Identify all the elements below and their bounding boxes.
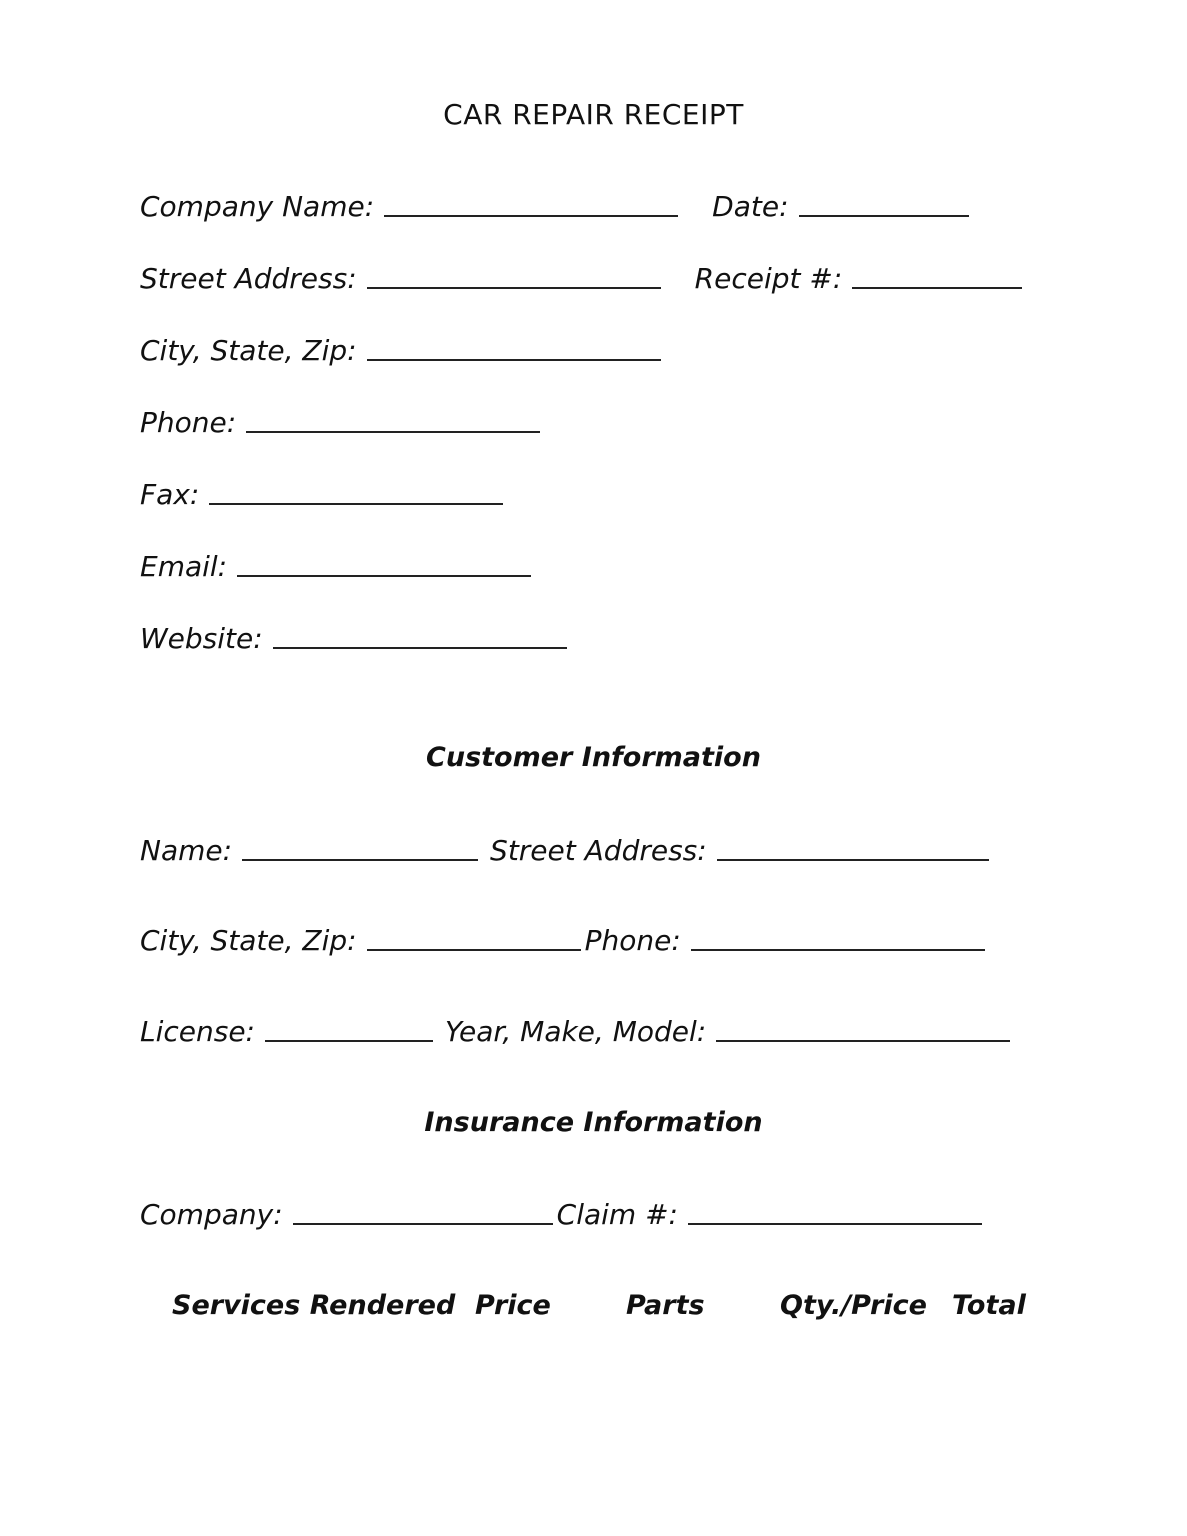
insurance-company-input[interactable] <box>293 1222 553 1225</box>
customer-name-input[interactable] <box>242 858 478 861</box>
customer-year-make-model-input[interactable] <box>716 1039 1010 1042</box>
company-name-field <box>140 190 678 223</box>
date-input[interactable] <box>799 214 969 217</box>
column-header-qty-price: Qty./Price <box>780 1290 927 1321</box>
company-phone-label: Phone: <box>140 406 237 439</box>
customer-year-make-model-field <box>445 1015 1010 1048</box>
company-email-label: Email: <box>140 550 228 583</box>
company-website-input[interactable] <box>273 646 567 649</box>
street-address-receipt-row <box>140 262 1022 295</box>
company-fax-input[interactable] <box>209 502 503 505</box>
company-website-field <box>140 622 567 655</box>
insurance-claim-field <box>557 1198 982 1231</box>
customer-phone-field <box>585 924 985 957</box>
insurance-information-heading: Insurance Information <box>424 1107 763 1138</box>
column-header-total: Total <box>952 1290 1026 1321</box>
customer-city-phone-row <box>140 924 985 957</box>
company-name-input[interactable] <box>384 214 678 217</box>
company-city-state-zip-field <box>140 334 661 367</box>
receipt-number-label: Receipt #: <box>694 262 843 295</box>
company-street-address-field <box>140 262 661 295</box>
customer-license-input[interactable] <box>265 1039 433 1042</box>
customer-phone-input[interactable] <box>691 948 985 951</box>
company-city-state-zip-row <box>140 334 661 367</box>
customer-license-label: License: <box>140 1015 255 1048</box>
receipt-title: CAR REPAIR RECEIPT <box>443 98 744 131</box>
receipt-number-input[interactable] <box>852 286 1022 289</box>
company-name-label: Company Name: <box>140 190 375 223</box>
customer-name-field <box>140 834 478 867</box>
insurance-claim-label: Claim #: <box>556 1198 678 1231</box>
customer-name-address-row <box>140 834 989 867</box>
company-website-row <box>140 622 567 655</box>
company-email-input[interactable] <box>237 574 531 577</box>
insurance-company-claim-row <box>140 1198 982 1231</box>
customer-name-label: Name: <box>140 834 233 867</box>
services-table-header <box>0 1290 1187 1330</box>
date-field <box>712 190 968 223</box>
customer-license-field <box>140 1015 433 1048</box>
customer-city-state-zip-input[interactable] <box>367 948 581 951</box>
company-city-state-zip-label: City, State, Zip: <box>140 334 357 367</box>
company-phone-row <box>140 406 540 439</box>
company-fax-field <box>140 478 503 511</box>
company-street-address-input[interactable] <box>367 286 661 289</box>
column-header-parts: Parts <box>626 1290 705 1321</box>
customer-year-make-model-label: Year, Make, Model: <box>445 1015 707 1048</box>
company-phone-field <box>140 406 540 439</box>
company-email-row <box>140 550 531 583</box>
customer-street-address-field <box>490 834 989 867</box>
company-name-date-row <box>140 190 969 223</box>
column-header-price: Price <box>475 1290 551 1321</box>
company-fax-row <box>140 478 503 511</box>
date-label: Date: <box>712 190 789 223</box>
insurance-company-field <box>140 1198 557 1231</box>
company-city-state-zip-input[interactable] <box>367 358 661 361</box>
customer-information-heading: Customer Information <box>426 742 761 773</box>
receipt-number-field <box>695 262 1023 295</box>
company-phone-input[interactable] <box>246 430 540 433</box>
insurance-company-label: Company: <box>140 1198 283 1231</box>
customer-street-address-input[interactable] <box>717 858 989 861</box>
company-street-address-label: Street Address: <box>140 262 357 295</box>
company-website-label: Website: <box>140 622 263 655</box>
customer-phone-label: Phone: <box>584 924 681 957</box>
customer-street-address-label: Street Address: <box>490 834 707 867</box>
customer-license-vehicle-row <box>140 1015 1010 1048</box>
customer-city-state-zip-field <box>140 924 585 957</box>
insurance-claim-input[interactable] <box>688 1222 982 1225</box>
customer-city-state-zip-label: City, State, Zip: <box>140 924 357 957</box>
column-header-services-rendered: Services Rendered <box>172 1290 456 1321</box>
company-fax-label: Fax: <box>140 478 200 511</box>
company-email-field <box>140 550 531 583</box>
